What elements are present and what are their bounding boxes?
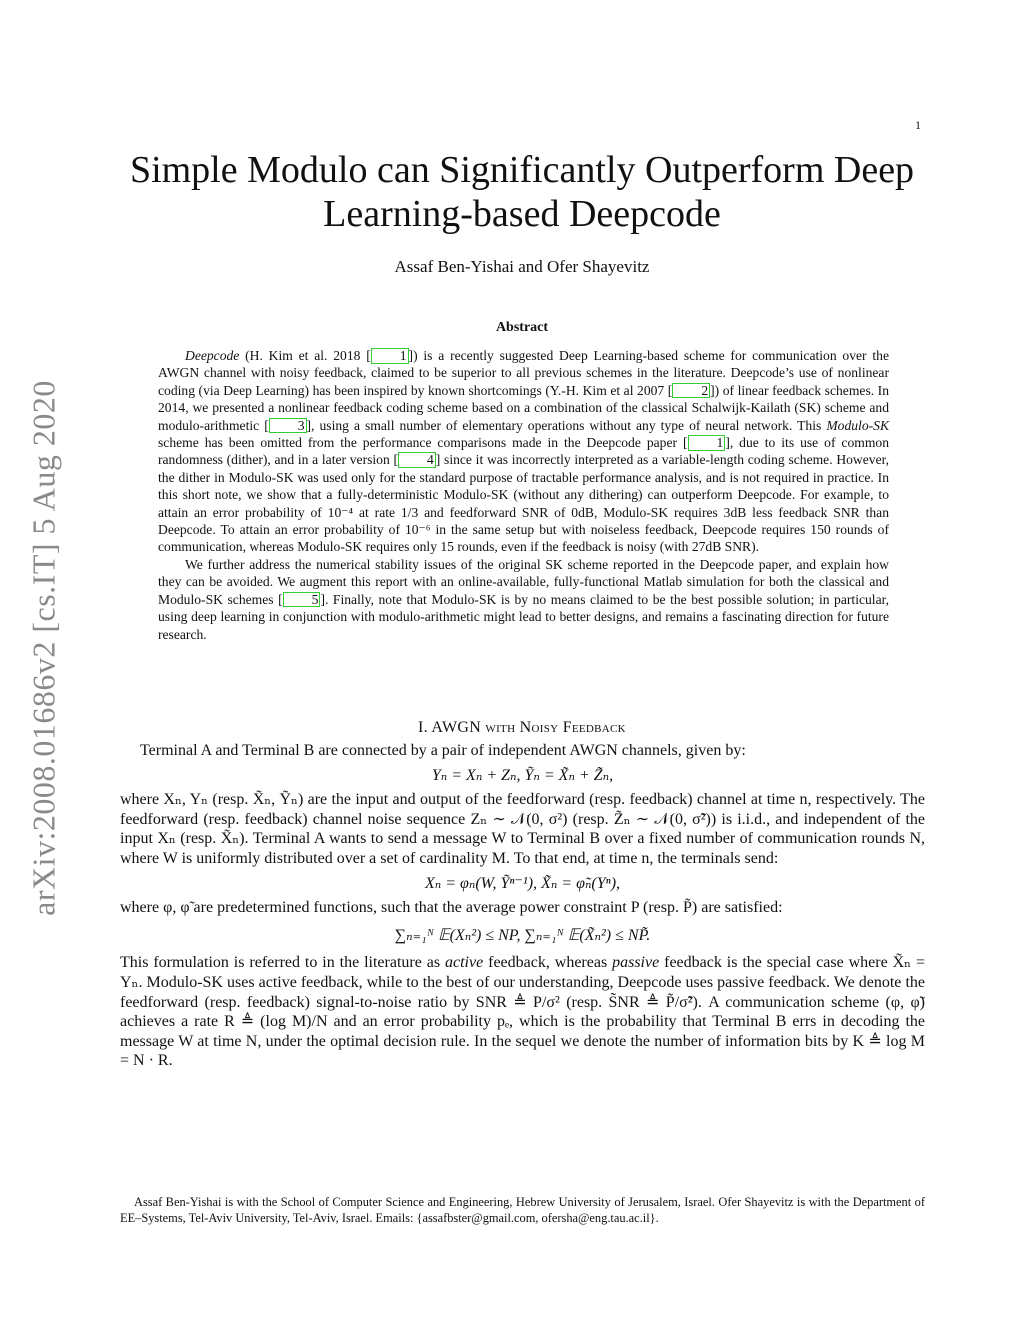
body-text: feedback is the special case where X̃ₙ = Yₙ. Modulo-SK uses active feedback, while to the best of our understanding, Deepcode uses passive feedback. We denote the feedforward (resp. feedback) signal-to-noise ratio by SNR ≜ P/σ² (resp. S̃NR ≜ P̃/σ̃²). A communication scheme (φ, φ̃) achieves a rate R ≜ (log M)/N and an error probability pₑ, which is the probability that Terminal B errs in decoding the message W at time N, under the optimal decision rule. In the sequel we denote the number of information bits by K ≜ log M = N · R. bbox=[120, 954, 925, 1070]
equation-channels: Yₙ = Xₙ + Zₙ, Ỹₙ = X̃ₙ + Z̃ₙ, bbox=[431, 766, 614, 784]
deepcode-emphasis: Deepcode bbox=[185, 348, 240, 363]
abstract-text: ], due to its use of common randomness (dither), and in a later version [ bbox=[158, 435, 889, 468]
citation-link[interactable]: 1 bbox=[371, 348, 409, 364]
modulo-sk-emphasis: Modulo-SK bbox=[826, 417, 890, 433]
author-footnote bbox=[120, 1194, 925, 1226]
active-emphasis: active bbox=[445, 954, 484, 972]
citation-link[interactable]: 3 bbox=[269, 418, 307, 434]
citation-link[interactable]: 1 bbox=[688, 435, 726, 451]
equation-power-constraint: ∑ₙ₌₁ᴺ 𝔼(Xₙ²) ≤ NP, ∑ₙ₌₁ᴺ 𝔼(X̃ₙ²) ≤ NP̃. bbox=[394, 926, 651, 944]
body-paragraph: where φ, φ̃ are predetermined functions, such that the average power constraint P (resp. P̃) are satisfied: bbox=[120, 899, 783, 917]
equation-encoders: Xₙ = φₙ(W, Ỹⁿ⁻¹), X̃ₙ = φ̃ₙ(Yⁿ), bbox=[424, 874, 621, 892]
body-text: feedback, whereas bbox=[483, 954, 613, 972]
paper-title: Simple Modulo can Significantly Outperform Deep Learning-based Deepcode bbox=[129, 149, 915, 235]
abstract-heading: Abstract bbox=[495, 320, 549, 335]
section-title-word: AWGN bbox=[431, 719, 482, 736]
abstract-text: ]. Finally, note that Modulo-SK is by no means claimed to be the best possible solution; in particular, using deep learning in conjunction with modulo-arithmetic might lead to better designs, and remains a fascinating direction for future research. bbox=[158, 591, 889, 642]
arxiv-stamp: arXiv:2008.01686v2 [cs.IT] 5 Aug 2020 bbox=[25, 380, 62, 916]
abstract-text: (H. Kim et al. 2018 [ bbox=[239, 348, 371, 363]
abstract-text: ] since it was incorrectly interpreted as a variable-length coding scheme. However, the dither in Modulo-SK was used only for the standard purpose of tractable performance analysis, and is not required in practice. In this short note, we show that a fully-deterministic Modulo-SK (without any dithering) can outperform Deepcode. For example, to attain an error probability of 10⁻⁴ at rate 1/3 and feedforward SNR of 0dB, Modulo-SK requires 3dB less feedback SNR than Deepcode. To attain an error probability of 10⁻⁶ in the same setup but with noiseless feedback, Deepcode requires 150 rounds of communication, whereas Modulo-SK requires only 15 rounds, even if the feedback is noisy (with 27dB SNR). bbox=[158, 452, 889, 555]
body-paragraph: Terminal A and Terminal B are connected by a pair of independent AWGN channels, given by: bbox=[140, 742, 746, 759]
author-list: Assaf Ben-Yishai and Ofer Shayevitz bbox=[394, 257, 650, 276]
section-numeral: I. bbox=[418, 719, 428, 736]
abstract-text: ], using a small number of elementary operations without any type of neural network. This bbox=[306, 417, 827, 433]
abstract-text: ]) is a recently suggested Deep Learning-based scheme for communication over the AWGN channel with noisy feedback, claimed to be superior to all previous schemes in the literature. Deepcode’s use of nonlinear coding (via Deep Learning) has been inspired by known shortcomings (Y.-H. Kim et al 2007 [ bbox=[158, 348, 889, 398]
abstract-paragraph-1 bbox=[158, 347, 889, 556]
abstract-text: We further address the numerical stability issues of the original SK scheme reported in the Deepcode paper, and explain how they can be avoided. We augment this report with an online-available, fully-functional Matlab simulation for both the classical and Modulo-SK schemes [ bbox=[158, 556, 889, 607]
abstract-text: scheme has been omitted from the performance comparisons made in the Deepcode paper [ bbox=[158, 435, 688, 451]
citation-link[interactable]: 5 bbox=[283, 592, 321, 608]
citation-link[interactable]: 2 bbox=[672, 383, 710, 399]
citation-link[interactable]: 4 bbox=[398, 452, 436, 468]
section-heading bbox=[0, 719, 1024, 737]
page-number: 1 bbox=[915, 118, 921, 132]
abstract-body bbox=[158, 347, 889, 643]
abstract-paragraph-2 bbox=[158, 556, 889, 643]
footnote-text: Assaf Ben-Yishai is with the School of Computer Science and Engineering, Hebrew University of Jerusalem, Israel. Ofer Shayevitz is with the Department of EE–Systems, Tel-Aviv University, Tel-Aviv, Israel. Emails: {assafbster@gmail.com, ofersha@eng.tau.ac.il}. bbox=[120, 1195, 925, 1225]
body-text: This formulation is referred to in the literature as bbox=[120, 954, 445, 972]
section-title-word: Feedback bbox=[562, 719, 626, 736]
section-title-word: Noisy bbox=[519, 719, 559, 736]
body-paragraph bbox=[120, 953, 925, 1071]
abstract-text: ]) of linear feedback schemes. In 2014, we presented a nonlinear feedback coding scheme based on a combination of the classical Schalwijk-Kailath (SK) scheme and modulo-arithmetic [ bbox=[158, 382, 890, 433]
section-body bbox=[120, 741, 925, 1071]
body-paragraph: where Xₙ, Yₙ (resp. X̃ₙ, Ỹₙ) are the input and output of the feedforward (resp. feedback) channel at time n, respectively. The feedforward (resp. feedback) channel noise sequence Zₙ ∼ 𝒩(0, σ²) (resp. Z̃ₙ ∼ 𝒩(0, σ̃²)) is i.i.d., and independent of the input Xₙ (resp. X̃ₙ). Terminal A wants to send a message W to Terminal B over a fixed number of communication rounds N, where W is uniformly distributed over a set of cardinality M. To that end, at time n, the terminals send: bbox=[120, 791, 925, 867]
section-title-word: with bbox=[485, 719, 516, 736]
passive-emphasis: passive bbox=[612, 954, 660, 972]
